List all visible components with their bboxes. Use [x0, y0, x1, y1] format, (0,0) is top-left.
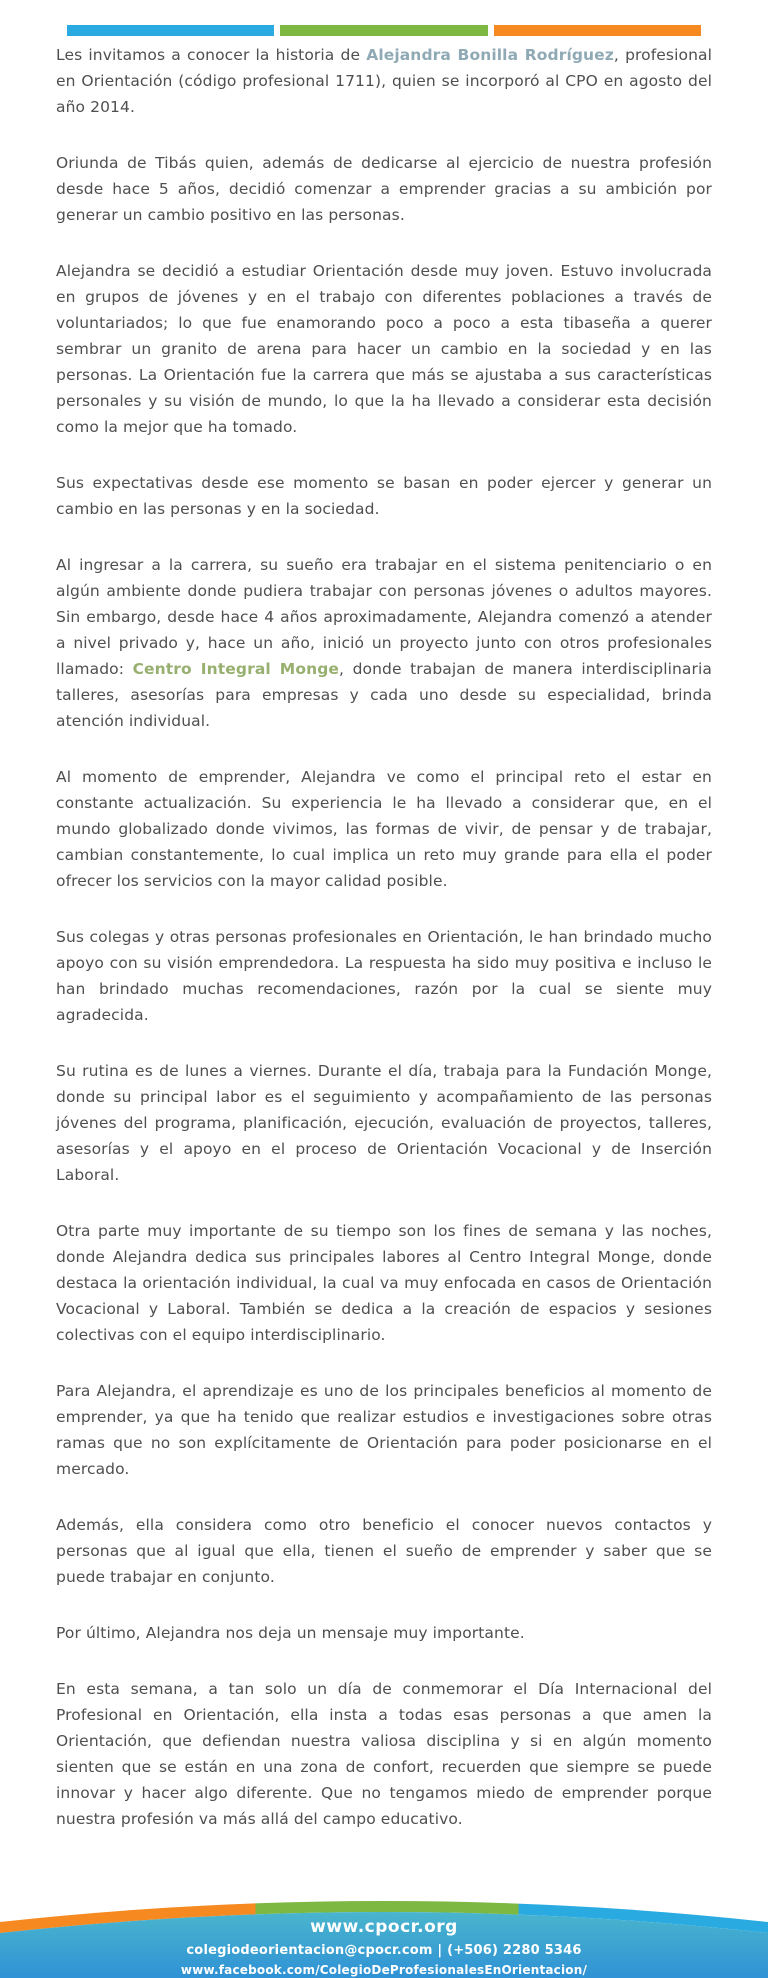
divider-segment-orange [494, 25, 701, 36]
paragraph [56, 1512, 712, 1590]
footer-website: www.cpocr.org [310, 1917, 458, 1937]
paragraph-text: Sus expectativas desde ese momento se basan en poder ejercer y generar un cambio en las personas y en la sociedad. [56, 474, 712, 518]
paragraph-text: Al ingresar a la carrera, su sueño era trabajar en el sistema penitenciario o en algún ambiente donde pudiera trabajar con personas jóvenes o adultos mayores. Sin embargo, desde hace 4 años aproximadamente, Alejandra comenzó a atender a nivel privado y, hace un año, inició un proyecto junto con otros profesionales llamado: [56, 556, 712, 678]
paragraph-text: Oriunda de Tibás quien, además de dedicarse al ejercicio de nuestra profesión desde hace 5 años, decidió comenzar a emprender gracias a su ambición por generar un cambio positivo en las personas. [56, 154, 712, 224]
paragraph [56, 42, 712, 120]
paragraph [56, 1676, 712, 1832]
paragraph [56, 1058, 712, 1188]
paragraph-text: Otra parte muy importante de su tiempo son los fines de semana y las noches, donde Alejandra dedica sus principales labores al Centro Integral Monge, donde destaca la orientación individual, la cual va muy enfocada en casos de Orientación Vocacional y Laboral. También se dedica a la creación de espacios y sesiones colectivas con el equipo interdisciplinario. [56, 1222, 712, 1344]
paragraph [56, 552, 712, 734]
paragraph [56, 924, 712, 1028]
divider-segment-green [280, 25, 487, 36]
paragraph [56, 1378, 712, 1482]
paragraph [56, 1620, 712, 1646]
header-divider-bar [67, 25, 701, 36]
paragraph [56, 150, 712, 228]
paragraph-text: En esta semana, a tan solo un día de conmemorar el Día Internacional del Profesional en Orientación, ella insta a todas esas personas a que amen la Orientación, que defiendan nuestra valiosa disciplina y si en algún momento sienten que se están en una zona de confort, recuerden que siempre se puede innovar y hacer algo diferente. Que no tengamos miedo de emprender porque nuestra profesión va más allá del campo educativo. [56, 1680, 712, 1828]
paragraph-text: , donde trabajan de manera interdisciplinaria talleres, asesorías para empresas y cada uno desde su especialidad, brinda atención individual. [56, 660, 713, 730]
paragraph-text: Sus colegas y otras personas profesionales en Orientación, le han brindado mucho apoyo con su visión emprendedora. La respuesta ha sido muy positiva e incluso le han brindado muchas recomendaciones, razón por la cual se siente muy agradecida. [56, 928, 712, 1024]
person-name-highlight: Alejandra Bonilla Rodríguez [366, 46, 614, 64]
paragraph-text: Por último, Alejandra nos deja un mensaje muy importante. [56, 1624, 525, 1642]
footer [0, 1883, 768, 1978]
paragraph [56, 258, 712, 440]
paragraph-text: Les invitamos a conocer la historia de [56, 46, 367, 64]
paragraph-text: Su rutina es de lunes a viernes. Durante el día, trabaja para la Fundación Monge, donde su principal labor es el seguimiento y acompañamiento de las personas jóvenes del programa, planificación, ejecución, evaluación de proyectos, talleres, asesorías y el apoyo en el proceso de Orientación Vocacional y de Inserción Laboral. [56, 1062, 712, 1184]
footer-contact-line: colegiodeorientacion@cpocr.com | (+506) 2280 5346 [186, 1943, 582, 1958]
paragraph [56, 470, 712, 522]
paragraph-text: Además, ella considera como otro beneficio el conocer nuevos contactos y personas que al igual que ella, tienen el sueño de emprender y saber que se puede trabajar en conjunto. [56, 1516, 712, 1586]
paragraph [56, 764, 712, 894]
paragraph-text: Para Alejandra, el aprendizaje es uno de los principales beneficios al momento de emprender, ya que ha tenido que realizar estudios e investigaciones sobre otras ramas que no son explícitamente de Orientación para poder posicionarse en el mercado. [56, 1382, 712, 1478]
paragraph-text: , profesional en Orientación (código profesional 1711), quien se incorporó al CPO en agosto del año 2014. [56, 46, 713, 116]
article-body [56, 42, 712, 1862]
paragraph-text: Al momento de emprender, Alejandra ve como el principal reto el estar en constante actualización. Su experiencia le ha llevado a considerar que, en el mundo globalizado donde vivimos, las formas de vivir, de pensar y de trabajar, cambian constantemente, lo cual implica un reto muy grande para ella el poder ofrecer los servicios con la mayor calidad posible. [56, 768, 712, 890]
footer-facebook-url: www.facebook.com/ColegioDeProfesionalesEnOrientacion/ [180, 1963, 588, 1977]
divider-segment-blue [67, 25, 274, 36]
paragraph [56, 1218, 712, 1348]
org-name-highlight: Centro Integral Monge [132, 660, 340, 678]
paragraph-text: Alejandra se decidió a estudiar Orientación desde muy joven. Estuvo involucrada en grupos de jóvenes y en el trabajo con diferentes poblaciones a través de voluntariados; lo que fue enamorando poco a poco a esta tibaseña a querer sembrar un granito de arena para hacer un cambio en la sociedad y en las personas. La Orientación fue la carrera que más se ajustaba a sus características personales y su visión de mundo, lo que la ha llevado a considerar esta decisión como la mejor que ha tomado. [56, 262, 712, 436]
footer-text-block [0, 1917, 768, 1977]
